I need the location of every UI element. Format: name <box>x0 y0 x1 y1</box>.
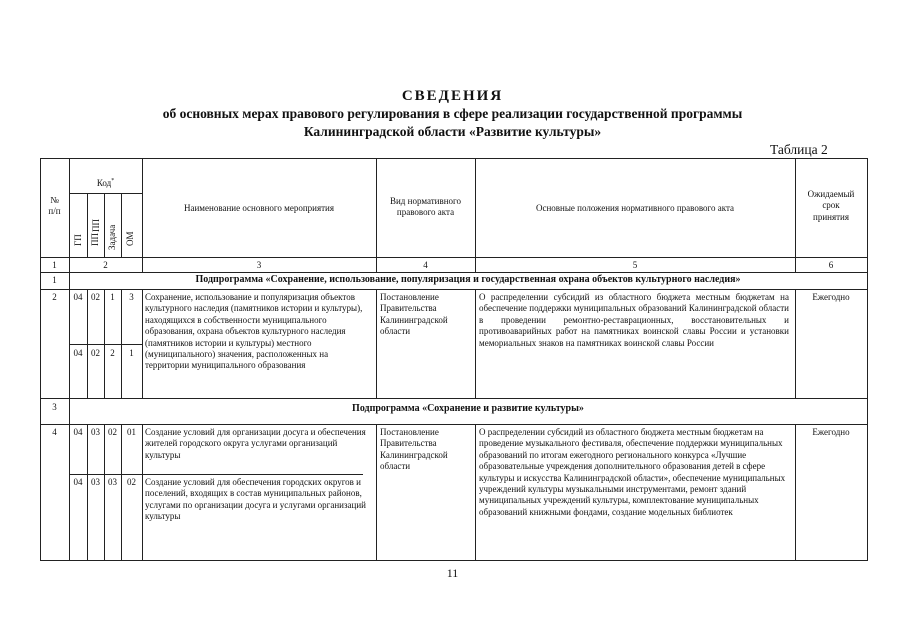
code-cell: 04 <box>73 292 83 302</box>
code-cell: 04 <box>73 477 83 487</box>
measure-name: Создание условий для обеспечения городских округов и поселений, входящих в состав муниципальных районов, услугами по организации досуга и услугами организаций культуры <box>145 477 367 522</box>
code-cell: 1 <box>110 292 115 302</box>
act-type: Постановление Правительства Калининградской области <box>380 292 448 337</box>
code-cell: 02 <box>127 477 136 487</box>
code-cell: 3 <box>129 292 134 302</box>
code-sub-pp2: ПП <box>91 219 101 232</box>
subprogram-title: Подпрограмма «Сохранение, использование, популяризация и государственная охрана объектов культурного наследия» <box>195 274 741 285</box>
col-number-3: 3 <box>256 260 262 270</box>
code-cell: 04 <box>73 348 83 358</box>
code-cell: 04 <box>73 427 83 437</box>
code-cell: 1 <box>129 348 134 358</box>
doc-subtitle-1: об основных мерах правового регулирования в сфере реализации государственной программы <box>162 106 743 121</box>
subprogram-title: Подпрограмма «Сохранение и развитие культуры» <box>352 403 584 414</box>
code-cell: 02 <box>91 292 100 302</box>
code-cell: 02 <box>108 427 117 437</box>
row-number: 2 <box>52 292 57 302</box>
code-cell: 01 <box>127 427 136 437</box>
deadline: Ежегодно <box>812 292 850 302</box>
col-number-5: 5 <box>632 260 638 270</box>
code-cell: 02 <box>91 348 100 358</box>
code-sub-gp: ГП <box>73 234 83 246</box>
row-number: 4 <box>52 427 57 437</box>
code-cell: 03 <box>91 427 100 437</box>
measure-name: Сохранение, использование и популяризация объектов культурного наследия (памятников истории и культуры), находящихся в собственности муниципального образования, охрана объектов культурного наследия (памятников истории и культуры) местного (муниципального) значения, расположенных на территории муниципального образования <box>145 292 363 371</box>
act-type: Постановление Правительства Калининградской области <box>380 427 448 472</box>
col-number-6: 6 <box>828 260 834 270</box>
code-footnote-mark: * <box>111 178 115 184</box>
col-number-2: 2 <box>103 260 108 270</box>
col-header-code <box>69 176 142 189</box>
measure-name: Создание условий для организации досуга и обеспечения жителей городского округа услугами организаций культуры <box>145 427 366 460</box>
col-number-1: 1 <box>52 260 57 270</box>
page-number: 11 <box>446 566 459 580</box>
code-cell: 03 <box>108 477 117 487</box>
doc-title: СВЕДЕНИЯ <box>401 88 504 104</box>
col-header-deadline: Ожидаемый срок принятия <box>807 189 855 222</box>
doc-subtitle-2: Калининградской области «Развитие культуры» <box>303 124 602 139</box>
deadline: Ежегодно <box>812 427 850 437</box>
act-provisions: О распределении субсидий из областного бюджета местным бюджетам на обеспечение поддержки муниципальных образований Калининградской области в проведении ремонтно-реставрационных, восстановительных и противоаварийных работ на памятниках воинской славы России и установки мемориальных знаков на памятниках воинской славы России <box>479 292 789 348</box>
code-sub-om: ОМ <box>125 231 135 246</box>
code-sub-task: Задача <box>107 224 117 250</box>
col-header-num: № п/п <box>48 195 61 217</box>
row-number: 1 <box>52 275 57 285</box>
col-header-provisions: Основные положения нормативного правового акта <box>535 203 735 213</box>
row-number: 3 <box>52 402 57 412</box>
act-provisions: О распределении субсидий из областного бюджета местным бюджетам на проведение музыкального фестиваля, обеспечение поддержки муниципальных образований по итогам ежегодного регионального конкурса «Лучшие образовательные учреждения дополнительного образования детей в сфере культуры и искусства Калининградской области», обеспечение муниципальных учреждений культуры музыкальными инструментами, ремонт зданий муниципальных учреждений культуры, комплектование муниципальных образований книжными фондами, создание модельных библиотек <box>479 427 786 517</box>
col-header-act-type: Вид нормативного правового акта <box>389 196 461 218</box>
code-sub-pp: ПП <box>90 233 100 246</box>
code-cell: 2 <box>110 348 115 358</box>
table-label: Таблица 2 <box>770 142 828 157</box>
col-header-name: Наименование основного мероприятия <box>184 203 334 213</box>
col-number-4: 4 <box>423 260 428 270</box>
code-cell: 03 <box>91 477 100 487</box>
code-label: Код <box>96 178 112 188</box>
